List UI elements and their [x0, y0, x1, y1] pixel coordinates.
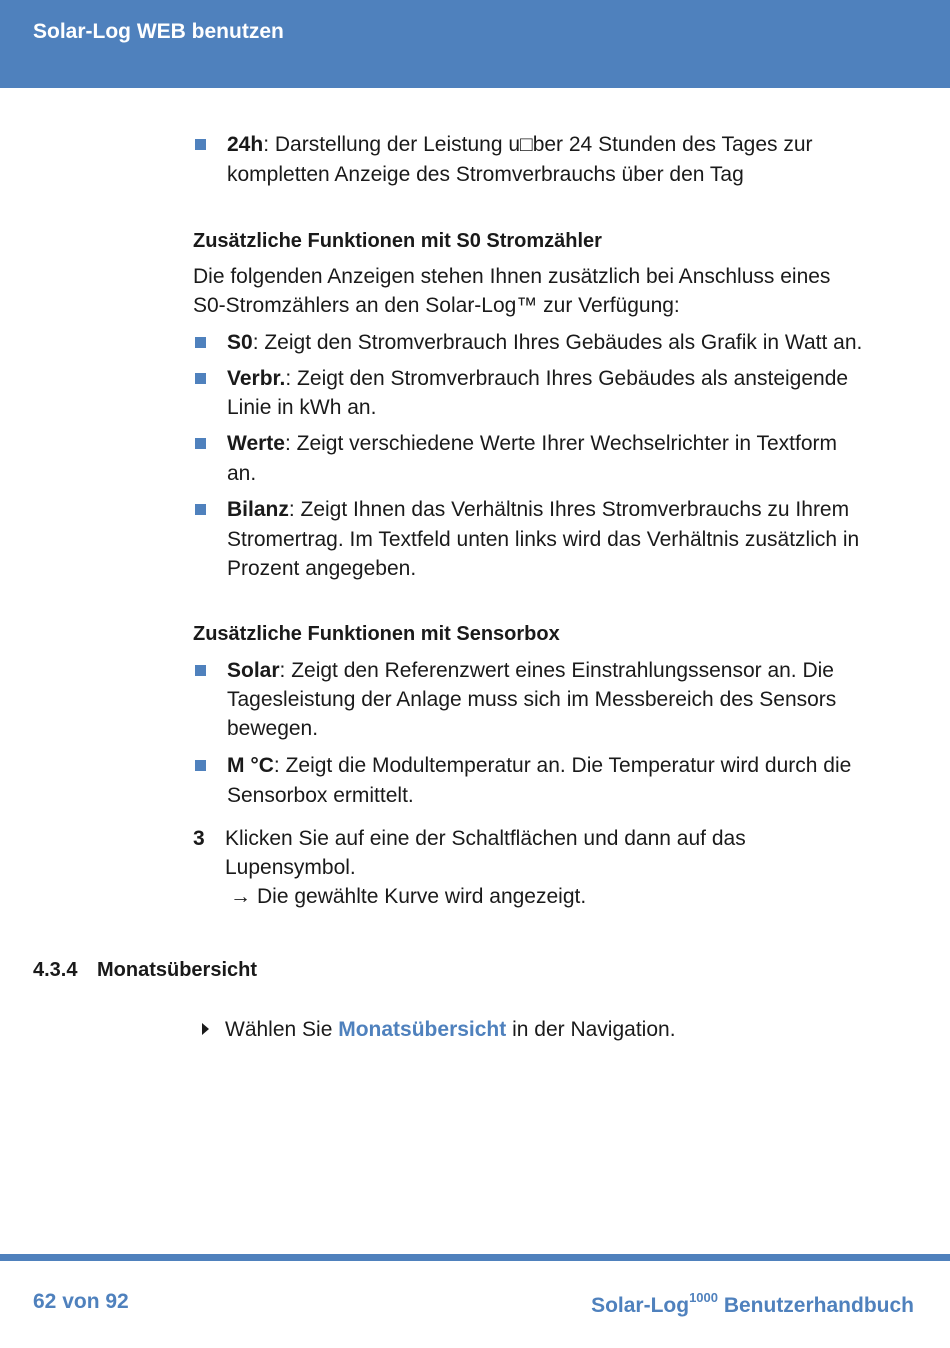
caret-right-icon	[202, 1023, 209, 1035]
bullet-verbr-line2: Linie in kWh an.	[227, 396, 377, 419]
bullet-24h	[227, 130, 813, 160]
step-number: 3	[193, 827, 205, 850]
bullet-24h-line2: kompletten Anzeige des Stromverbrauchs über den Tag	[227, 163, 744, 186]
bullet-square-icon	[195, 665, 206, 676]
bullet-term: Bilanz	[227, 498, 289, 521]
bullet-bilanz	[227, 495, 849, 525]
footer-brand-name: Solar-Log	[591, 1294, 690, 1317]
section-heading-sensorbox: Zusätzliche Funktionen mit Sensorbox	[193, 623, 560, 645]
bullet-term: Solar	[227, 659, 280, 682]
bullet-square-icon	[195, 438, 206, 449]
bullet-text: : Zeigt den Stromverbrauch Ihres Gebäudes als Grafik in Watt an.	[252, 331, 863, 354]
footer-brand	[591, 1290, 914, 1318]
navigation-link-monatsuebersicht[interactable]: Monatsübersicht	[338, 1018, 507, 1041]
bullet-verbr	[227, 364, 848, 394]
bullet-text: : Zeigt die Modultemperatur an. Die Temperatur wird durch die	[273, 754, 852, 777]
step-text-line2: Lupensymbol.	[225, 856, 356, 879]
bullet-solar-line2: Tagesleistung der Anlage muss sich im Messbereich des Sensors	[227, 688, 837, 711]
instruction-pre: Wählen Sie	[225, 1018, 339, 1041]
bullet-text: : Zeigt Ihnen das Verhältnis Ihres Stromverbrauchs zu Ihrem	[288, 498, 850, 521]
bullet-modultemp-line2: Sensorbox ermittelt.	[227, 784, 414, 807]
step-text-line1: Klicken Sie auf eine der Schaltflächen und dann auf das	[225, 827, 746, 850]
footer-divider	[0, 1254, 950, 1261]
section-heading-s0: Zusätzliche Funktionen mit S0 Stromzähler	[193, 230, 602, 252]
section-number: 4.3.4	[33, 959, 78, 981]
bullet-square-icon	[195, 373, 206, 384]
instruction-post: in der Navigation.	[506, 1018, 676, 1041]
section-s0-intro-line2: S0-Stromzählers an den Solar-Log™ zur Verfügung:	[193, 294, 680, 317]
section-s0-intro-line1: Die folgenden Anzeigen stehen Ihnen zusätzlich bei Anschluss eines	[193, 265, 831, 288]
header-title: Solar-Log WEB benutzen	[33, 20, 284, 43]
footer-brand-post: Benutzerhandbuch	[717, 1294, 914, 1317]
instruction-line	[225, 1015, 676, 1045]
page-number: 62 von 92	[33, 1290, 129, 1313]
bullet-s0	[227, 328, 862, 358]
bullet-square-icon	[195, 504, 206, 515]
section-title: Monatsübersicht	[97, 959, 258, 981]
bullet-bilanz-line3: Prozent angegeben.	[227, 557, 417, 580]
footer-brand-sup: 1000	[689, 1290, 718, 1305]
step-result: Die gewählte Kurve wird angezeigt.	[257, 885, 587, 908]
bullet-term: Werte	[227, 432, 285, 455]
bullet-square-icon	[195, 139, 206, 150]
bullet-text: : Zeigt den Stromverbrauch Ihres Gebäudes als ansteigende	[285, 367, 849, 390]
bullet-text: : Darstellung der Leistung u□ber 24 Stunden des Tages zur	[263, 133, 813, 156]
bullet-modultemp	[227, 751, 851, 781]
bullet-term: 24h	[227, 133, 264, 156]
bullet-werte-line2: an.	[227, 462, 257, 485]
bullet-bilanz-line2: Stromertrag. Im Textfeld unten links wird das Verhältnis zusätzlich in	[227, 528, 860, 551]
bullet-text: : Zeigt den Referenzwert eines Einstrahlungssensor an. Die	[279, 659, 834, 682]
bullet-square-icon	[195, 760, 206, 771]
arrow-right-icon: →	[230, 885, 251, 908]
bullet-text: : Zeigt verschiedene Werte Ihrer Wechselrichter in Textform	[284, 432, 838, 455]
bullet-term: M °C	[227, 754, 274, 777]
bullet-solar-line3: bewegen.	[227, 717, 319, 740]
bullet-solar	[227, 656, 834, 686]
bullet-werte	[227, 429, 837, 459]
header-bar	[0, 0, 950, 88]
bullet-term: S0	[227, 331, 253, 354]
bullet-square-icon	[195, 337, 206, 348]
bullet-term: Verbr.	[227, 367, 286, 390]
